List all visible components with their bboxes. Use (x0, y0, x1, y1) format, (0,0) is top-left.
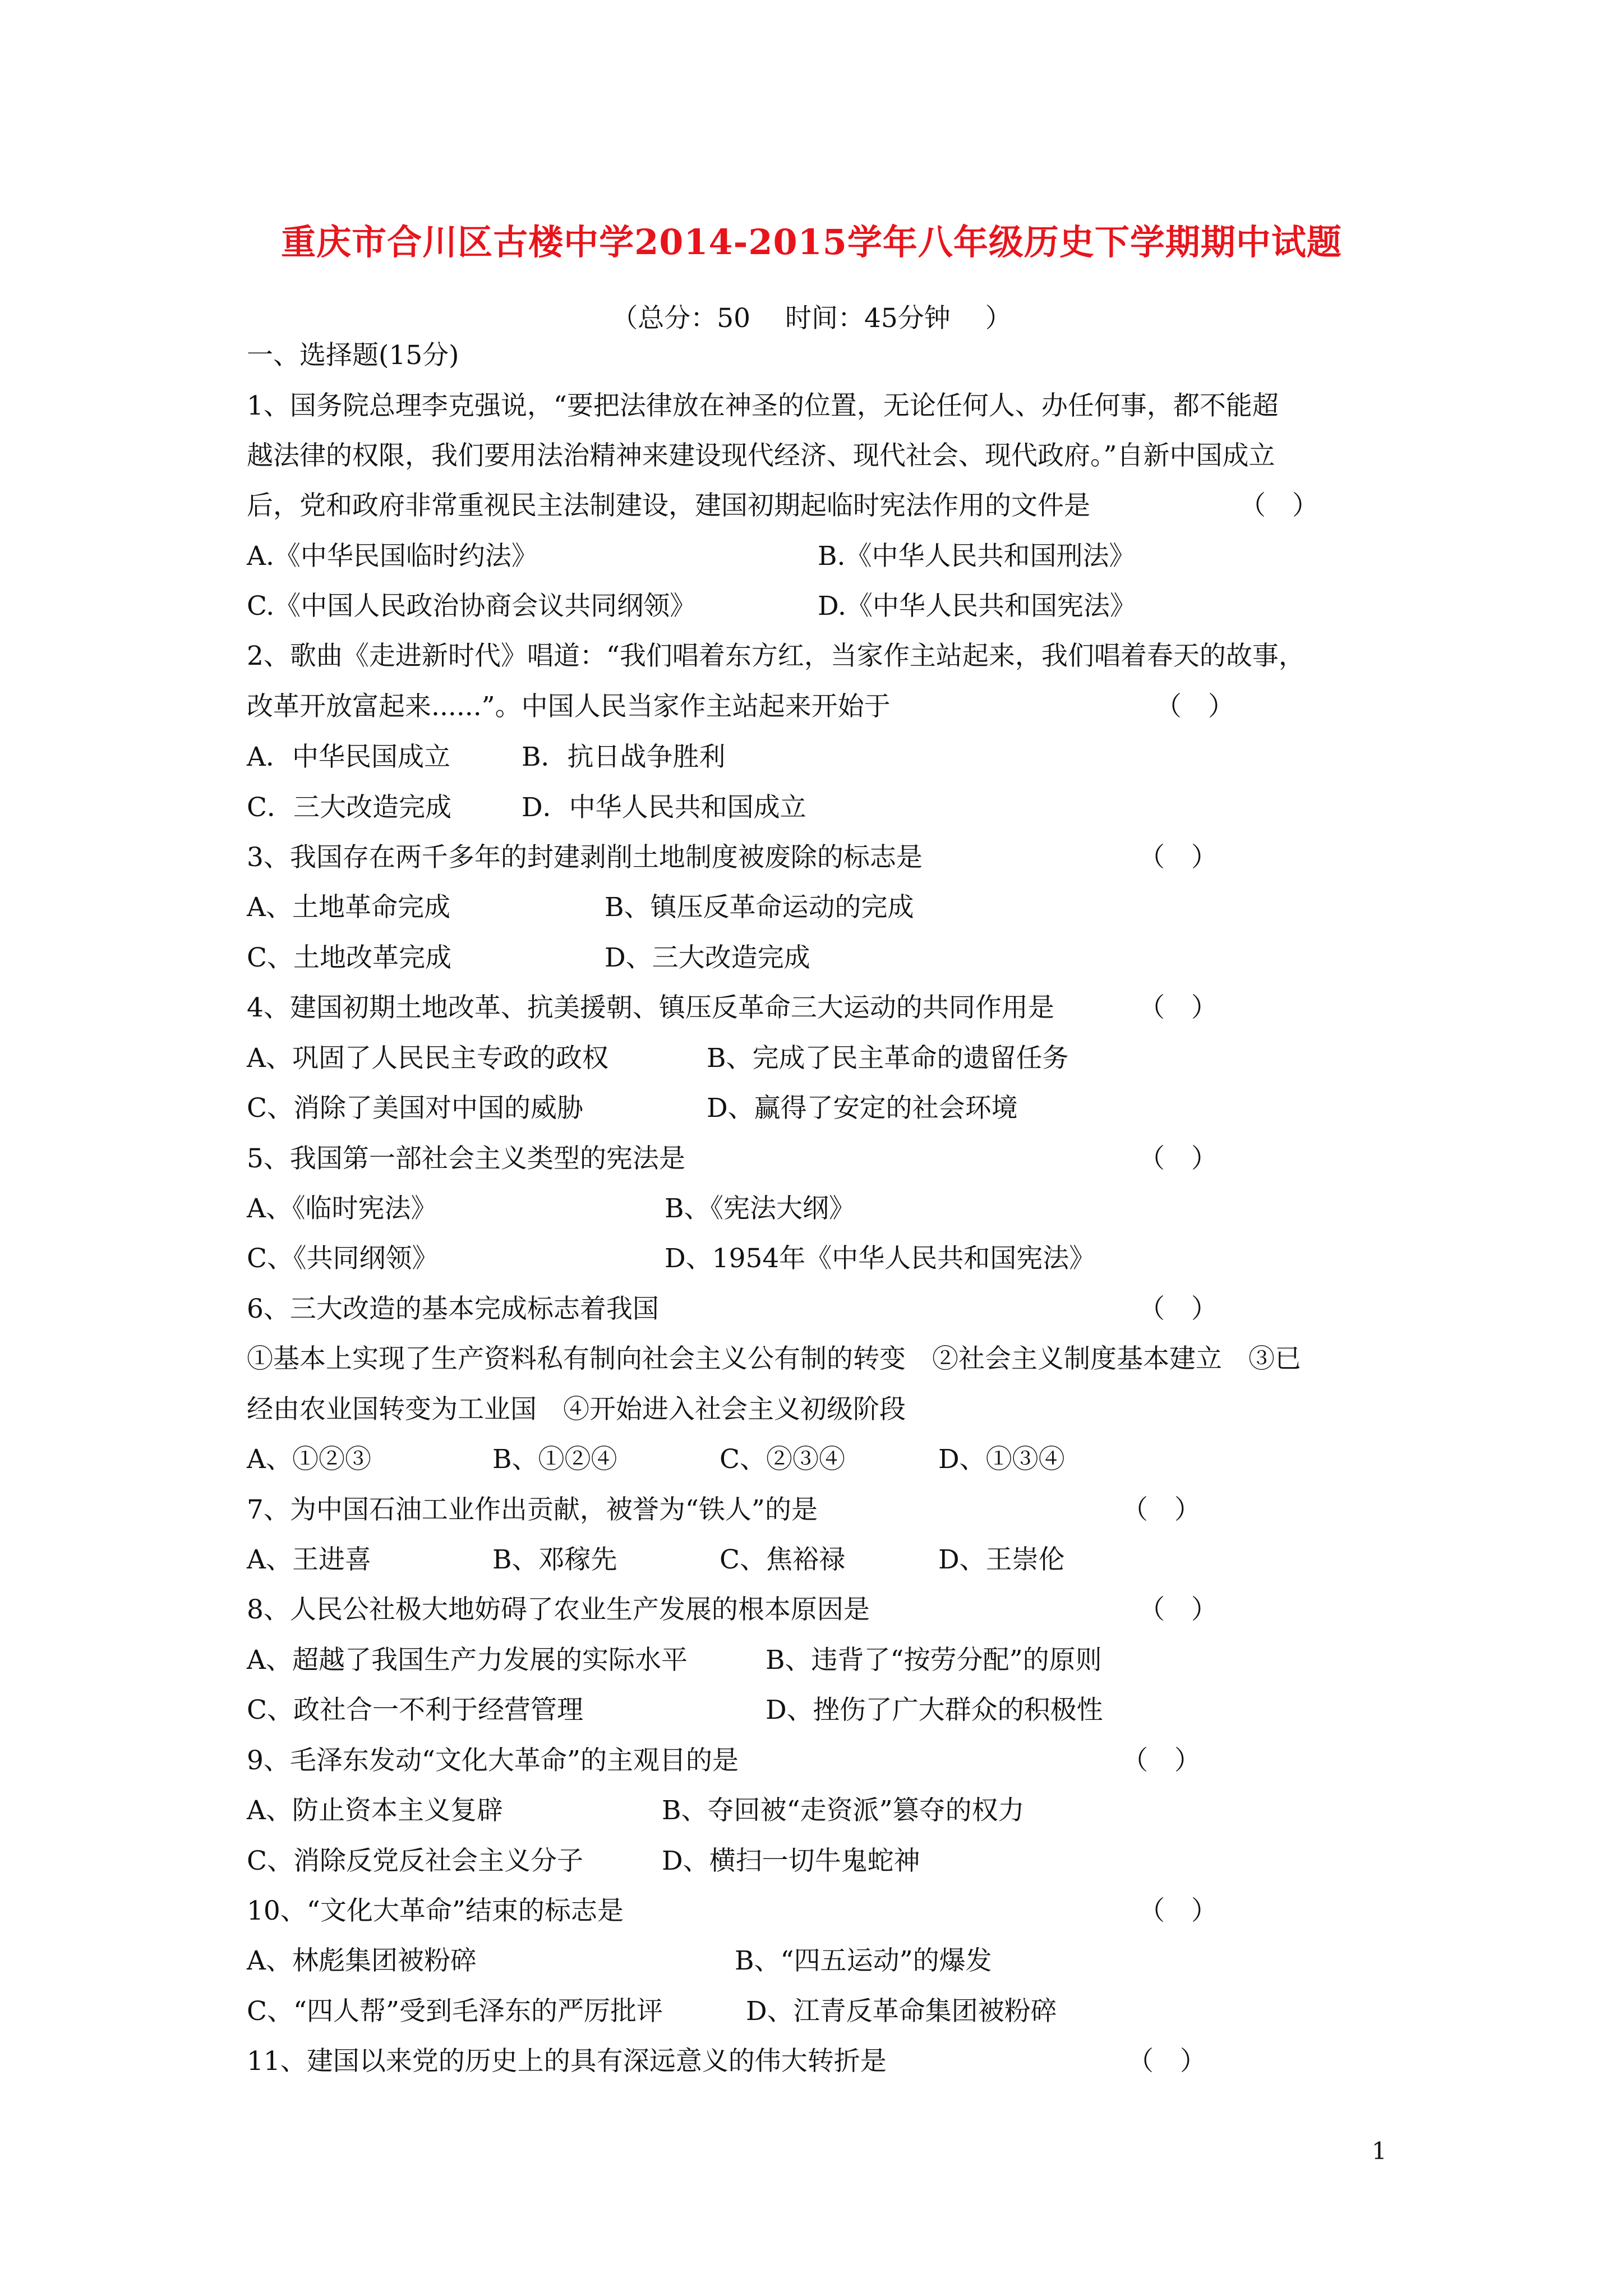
option: C、焦裕禄 (720, 1544, 845, 1575)
option: B.《中华人民共和国刑法》 (818, 541, 1136, 572)
exam-meta: （总分：50 时间：45分钟 ） (611, 303, 1012, 334)
option: C、消除了美国对中国的威胁 (247, 1093, 583, 1124)
option: D、挫伤了广大群众的积极性 (766, 1695, 1103, 1726)
answer-bracket: （ ） (1138, 1594, 1218, 1625)
answer-bracket: （ ） (1138, 842, 1218, 873)
option: D、三大改造完成 (605, 942, 810, 973)
question-line: 3、我国存在两千多年的封建剥削土地制度被废除的标志是 (247, 842, 923, 873)
option: A．中华民国成立 (247, 742, 450, 772)
answer-bracket: （ ） (1239, 490, 1318, 521)
question-line: 改革开放富起来......”。中国人民当家作主站起来开始于 (247, 691, 891, 722)
option: B、完成了民主革命的遗留任务 (707, 1043, 1069, 1074)
question-line: 9、毛泽东发动“文化大革命”的主观目的是 (247, 1745, 739, 1776)
question-line: 越法律的权限，我们要用法治精神来建设现代经济、现代社会、现代政府。”自新中国成立 (247, 440, 1275, 471)
option: A、《临时宪法》 (247, 1193, 437, 1224)
option: A.《中华民国临时约法》 (247, 541, 538, 572)
option: D、王崇伦 (938, 1544, 1065, 1575)
question-line: ①基本上实现了生产资料私有制向社会主义公有制的转变 ②社会主义制度基本建立 ③已 (247, 1343, 1301, 1374)
option: D.《中华人民共和国宪法》 (818, 591, 1136, 622)
answer-bracket: （ ） (1138, 1143, 1218, 1174)
answer-bracket: （ ） (1127, 2046, 1206, 2077)
option: A、土地革命完成 (247, 892, 450, 923)
option: B、《宪法大纲》 (665, 1193, 856, 1224)
question-line: 8、人民公社极大地妨碍了农业生产发展的根本原因是 (247, 1594, 870, 1625)
option: A、超越了我国生产力发展的实际水平 (247, 1645, 688, 1676)
page-number: 1 (1372, 2137, 1387, 2165)
option: C、消除反党反社会主义分子 (247, 1846, 583, 1876)
option: A、林彪集团被粉碎 (247, 1945, 477, 1976)
option: C、政社合一不利于经营管理 (247, 1695, 583, 1726)
option: B、邓稼先 (492, 1544, 617, 1575)
option: B．抗日战争胜利 (522, 742, 726, 772)
question-line: 6、三大改造的基本完成标志着我国 (247, 1294, 659, 1324)
answer-bracket: （ ） (1138, 1895, 1218, 1926)
answer-bracket: （ ） (1122, 1745, 1201, 1776)
section-heading: 一、选择题(15分) (247, 340, 459, 371)
question-line: 7、为中国石油工业作出贡献，被誉为“铁人”的是 (247, 1494, 818, 1525)
option: B、夺回被“走资派”篡夺的权力 (662, 1795, 1025, 1826)
option: C、②③④ (720, 1444, 845, 1475)
option: A、①②③ (247, 1444, 371, 1475)
question-line: 后，党和政府非常重视民主法制建设，建国初期起临时宪法作用的文件是 (247, 490, 1090, 521)
option: D．中华人民共和国成立 (522, 792, 806, 823)
option: A、王进喜 (247, 1544, 371, 1575)
option: C、《共同纲领》 (247, 1243, 439, 1274)
option: A、防止资本主义复辟 (247, 1795, 503, 1826)
answer-bracket: （ ） (1155, 691, 1234, 722)
question-line: 1、国务院总理李克强说，“要把法律放在神圣的位置，无论任何人、办任何事，都不能超 (247, 390, 1279, 421)
option: D、赢得了安定的社会环境 (707, 1093, 1018, 1124)
option: B、“四五运动”的爆发 (735, 1945, 992, 1976)
option: C、土地改革完成 (247, 942, 451, 973)
answer-bracket: （ ） (1138, 992, 1218, 1023)
question-line: 4、建国初期土地改革、抗美援朝、镇压反革命三大运动的共同作用是 (247, 992, 1054, 1023)
option: D、①③④ (938, 1444, 1065, 1475)
option: B、①②④ (492, 1444, 617, 1475)
option: C、“四人帮”受到毛泽东的严厉批评 (247, 1996, 663, 2027)
option: C.《中国人民政治协商会议共同纲领》 (247, 591, 697, 622)
option: B、违背了“按劳分配”的原则 (766, 1645, 1102, 1676)
question-line: 5、我国第一部社会主义类型的宪法是 (247, 1143, 685, 1174)
question-line: 11、建国以来党的历史上的具有深远意义的伟大转折是 (247, 2046, 887, 2077)
option: A、巩固了人民民主专政的政权 (247, 1043, 608, 1074)
option: C．三大改造完成 (247, 792, 451, 823)
option: D、横扫一切牛鬼蛇神 (662, 1846, 920, 1876)
question-line: 2、歌曲《走进新时代》唱道：“我们唱着东方红，当家作主站起来，我们唱着春天的故事， (247, 641, 1305, 671)
option: B、镇压反革命运动的完成 (605, 892, 914, 923)
question-line: 10、“文化大革命”结束的标志是 (247, 1895, 624, 1926)
option: D、1954年《中华人民共和国宪法》 (665, 1243, 1096, 1274)
answer-bracket: （ ） (1122, 1494, 1201, 1525)
option: D、江青反革命集团被粉碎 (746, 1996, 1057, 2027)
page-title: 重庆市合川区古楼中学2014-2015学年八年级历史下学期期中试题 (281, 222, 1342, 263)
answer-bracket: （ ） (1138, 1294, 1218, 1324)
question-line: 经由农业国转变为工业国 ④开始进入社会主义初级阶段 (247, 1394, 906, 1425)
